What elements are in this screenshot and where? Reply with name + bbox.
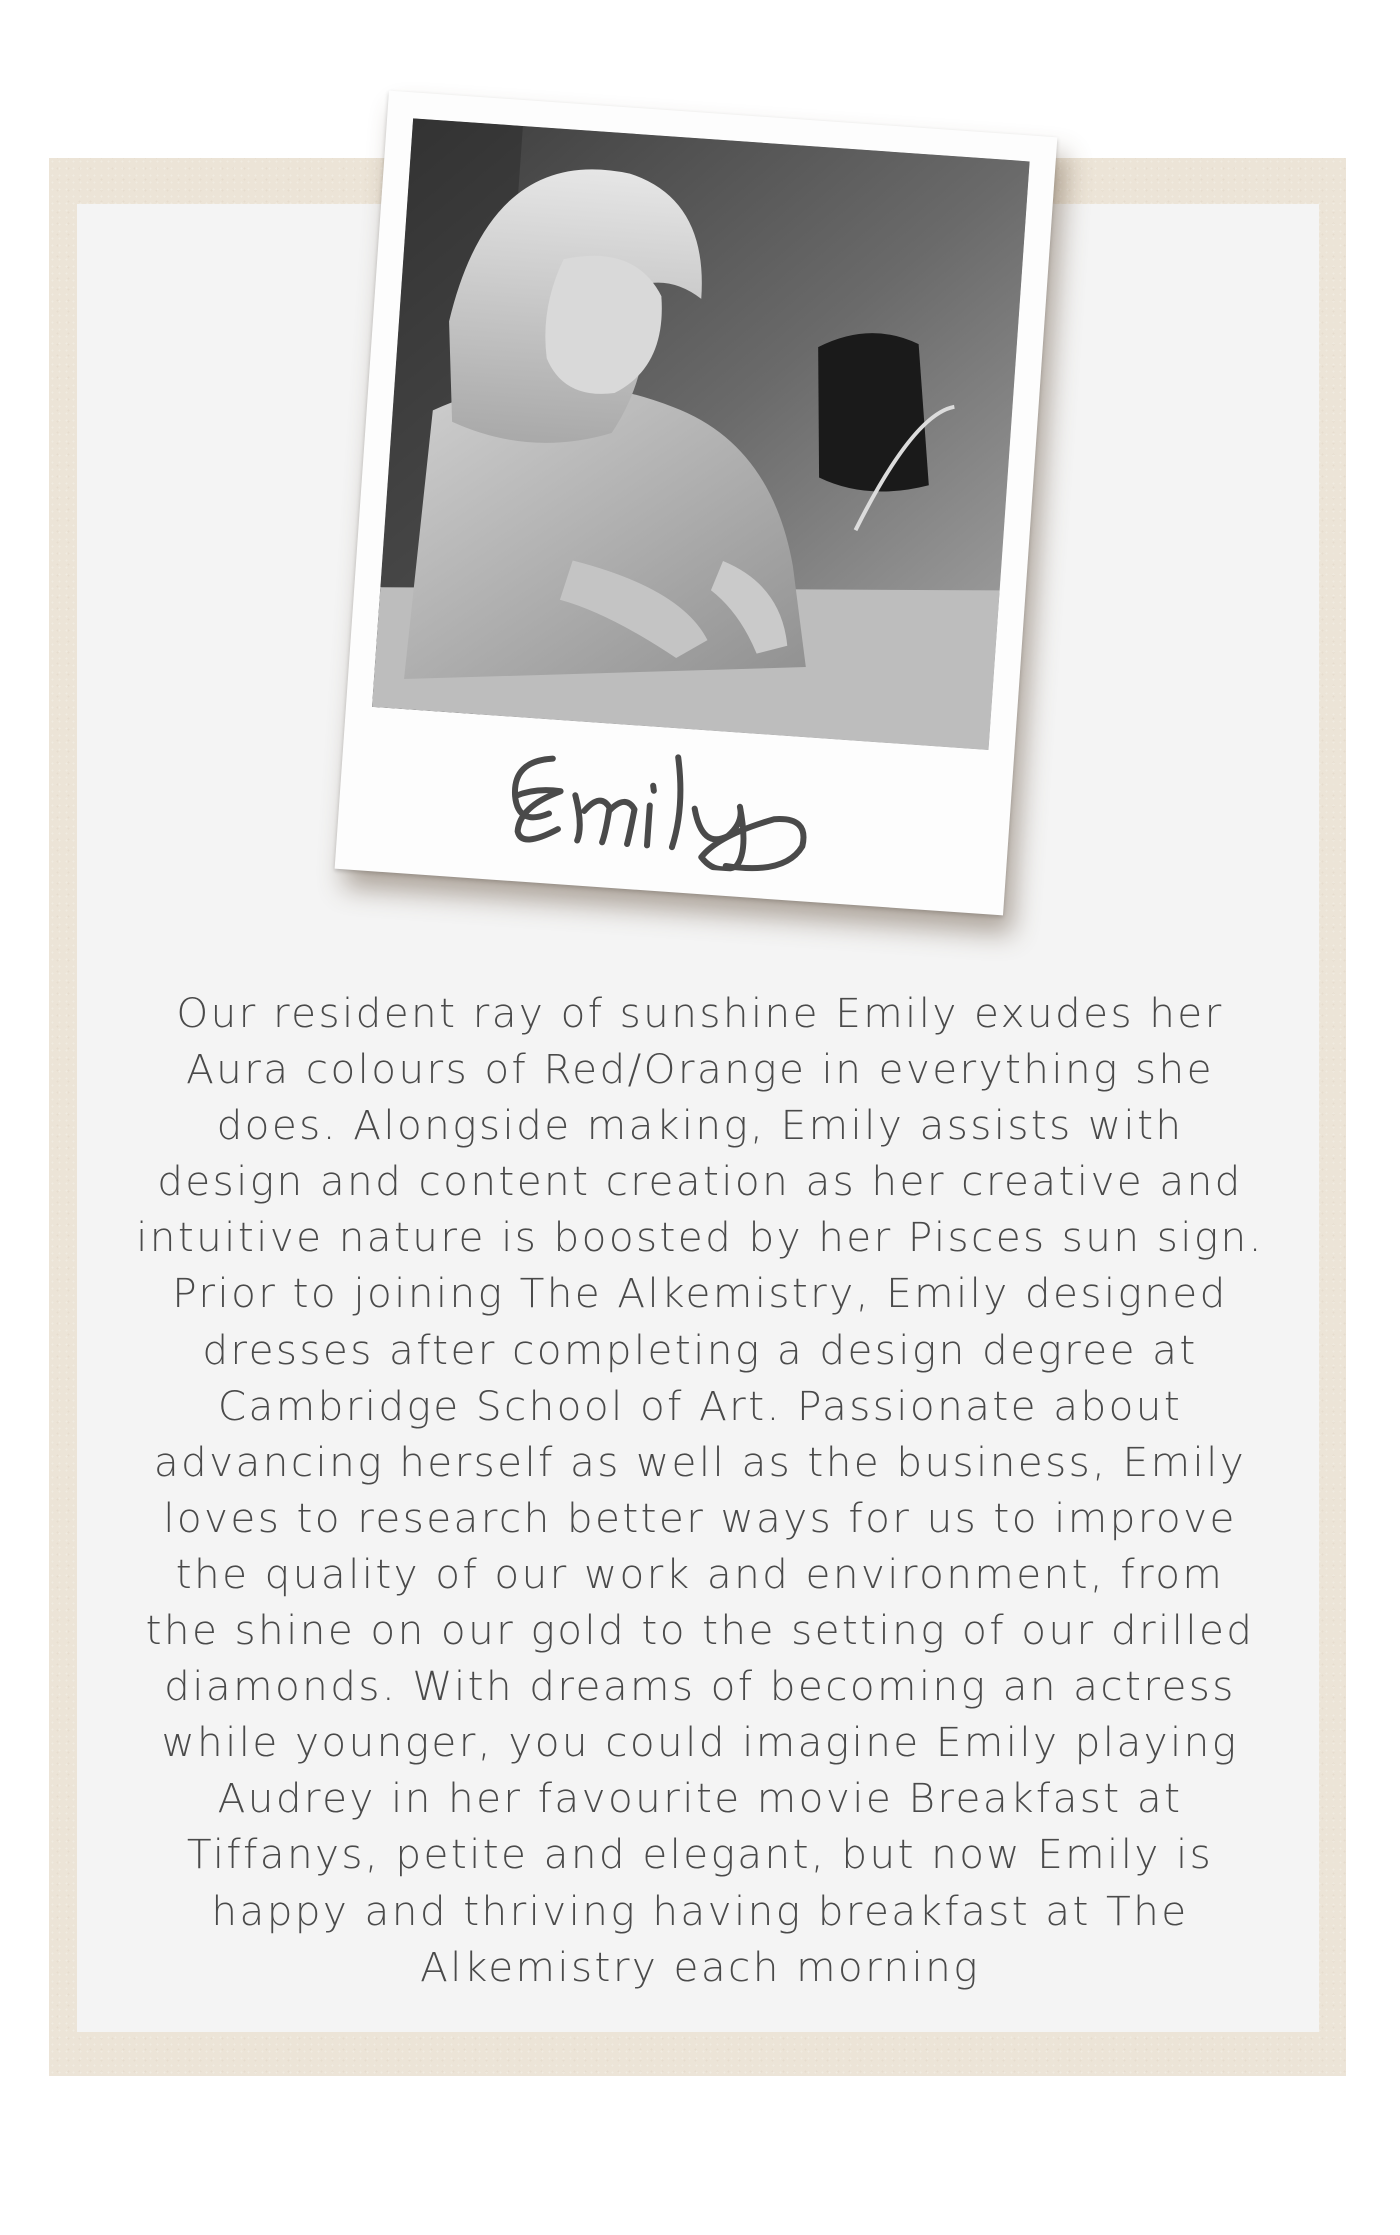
- bio-line: diamonds. With dreams of becoming an actress: [164, 1662, 1236, 1711]
- bio-line: Our resident ray of sunshine Emily exudes her: [176, 989, 1224, 1037]
- bio-line: Alkemistry each morning: [420, 1942, 980, 1991]
- bio-line: design and content creation as her creative and: [157, 1157, 1243, 1206]
- bio-line: does. Alongside making, Emily assists with: [216, 1101, 1184, 1150]
- portrait-photo: [372, 118, 1030, 750]
- bio-line: Tiffanys, petite and elegant, but now Emily is: [186, 1830, 1214, 1879]
- bio-line: intuitive nature is boosted by her Pisces sun sign.: [136, 1213, 1264, 1262]
- bio-line: while younger, you could imagine Emily playing: [161, 1718, 1239, 1767]
- polaroid-photo: [335, 91, 1058, 916]
- bio-line: Prior to joining The Alkemistry, Emily designed: [172, 1269, 1228, 1318]
- bio-line: Aura colours of Red/Orange in everything she: [186, 1045, 1214, 1094]
- bio-line: the quality of our work and environment, from: [175, 1549, 1225, 1598]
- bio-line: happy and thriving having breakfast at The: [211, 1886, 1189, 1935]
- bio-line: the shine on our gold to the setting of our drilled: [145, 1606, 1255, 1655]
- bio-line: advancing herself as well as the business, Emily: [153, 1437, 1247, 1486]
- bio-line: Cambridge School of Art. Passionate about: [217, 1381, 1183, 1430]
- portrait-illustration: [372, 118, 1030, 750]
- bio-line: loves to research better ways for us to improve: [163, 1493, 1237, 1542]
- bio-line: dresses after completing a design degree at: [202, 1325, 1198, 1374]
- bio-line: Audrey in her favourite movie Breakfast at: [217, 1774, 1183, 1823]
- bio-text: [110, 985, 1290, 1995]
- emily-signature: [486, 725, 824, 878]
